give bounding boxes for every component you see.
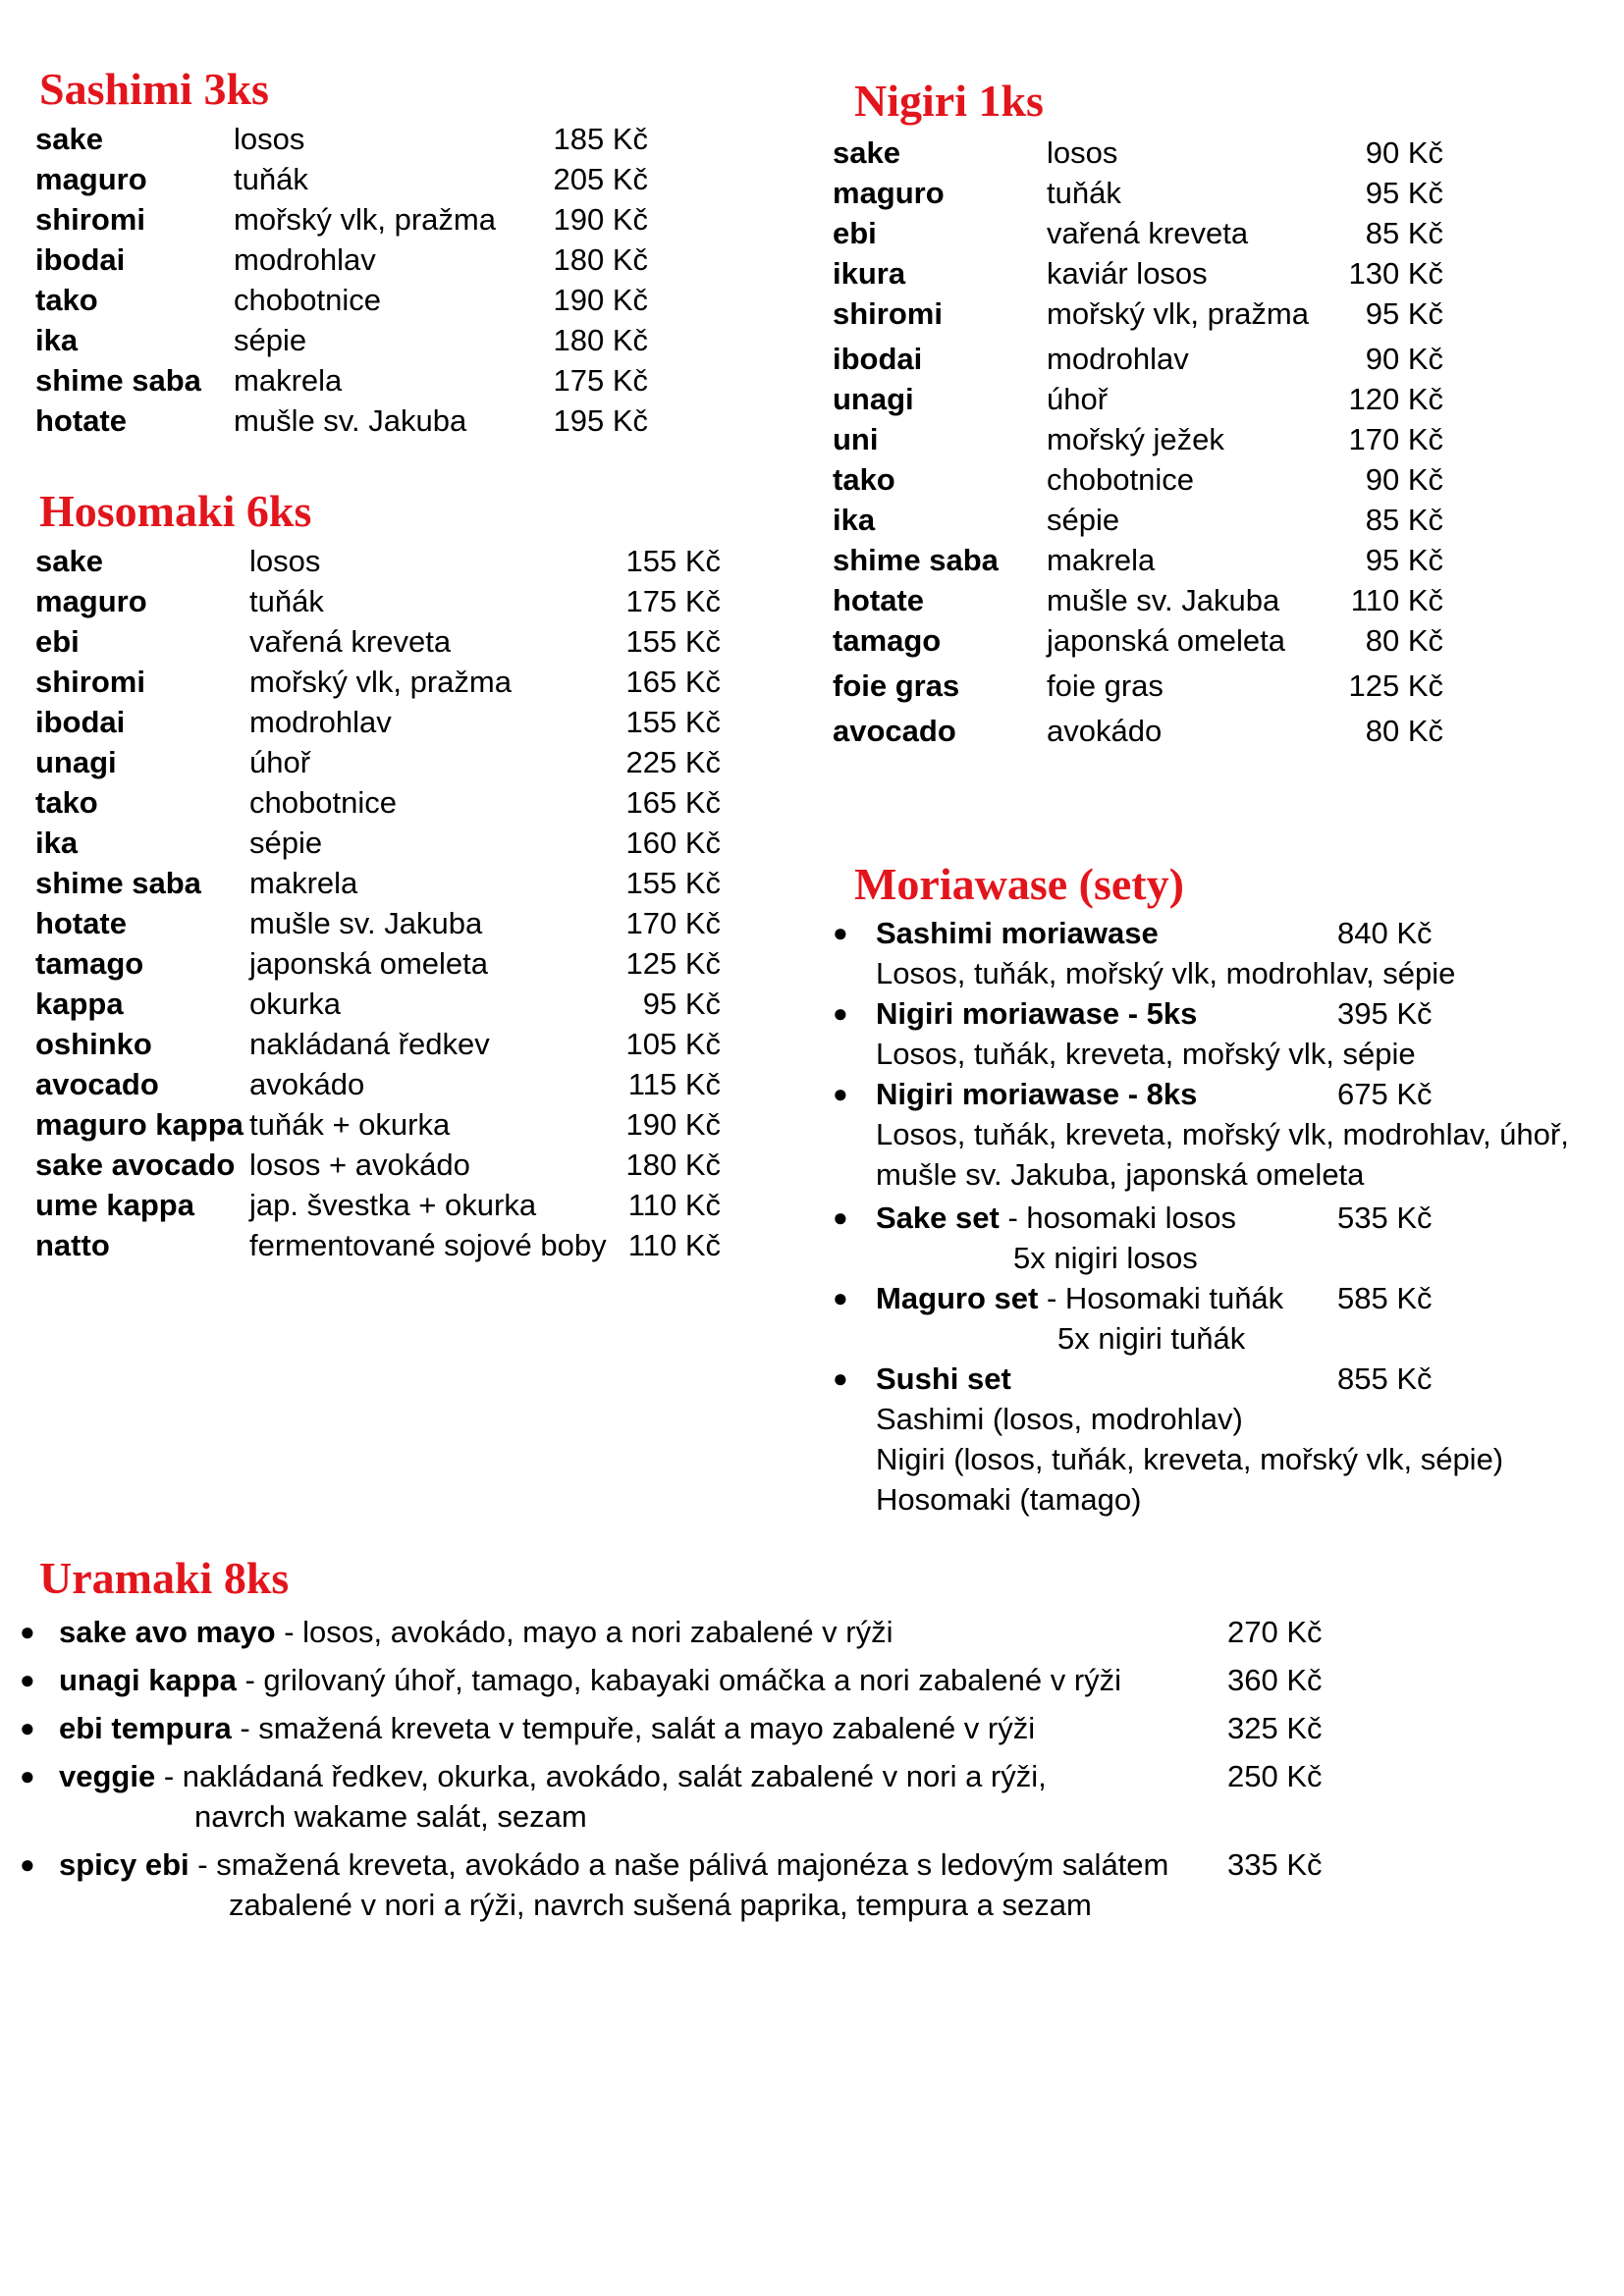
menu-row xyxy=(833,712,1443,751)
set-description: Sashimi (losos, modrohlav) xyxy=(876,1402,1243,1436)
item-price: 125 Kč xyxy=(1348,668,1443,703)
set-description: Hosomaki (tamago) xyxy=(876,1482,1142,1517)
bullet-icon: ● xyxy=(20,1617,35,1646)
uramaki-description-continued: zabalené v nori a rýži, navrch sušená paprika, tempura a sezam xyxy=(229,1888,1092,1922)
item-japanese-name: unagi xyxy=(35,745,117,779)
item-czech-name: losos + avokádo xyxy=(249,1148,470,1182)
item-price: 125 Kč xyxy=(625,946,721,981)
bullet-icon: ● xyxy=(20,1713,35,1742)
item-price: 95 Kč xyxy=(1365,543,1443,577)
item-japanese-name: ume kappa xyxy=(35,1188,194,1222)
item-czech-name: chobotnice xyxy=(234,283,381,317)
item-price: 175 Kč xyxy=(625,584,721,618)
item-japanese-name: ibodai xyxy=(833,342,923,376)
menu-row xyxy=(35,401,648,441)
item-japanese-name: ikura xyxy=(833,256,906,291)
set-item xyxy=(833,1198,1608,1278)
item-price: 90 Kč xyxy=(1365,342,1443,376)
item-czech-name: sépie xyxy=(1047,503,1120,537)
set-price: 585 Kč xyxy=(1337,1281,1433,1315)
menu-row xyxy=(833,460,1443,500)
item-czech-name: okurka xyxy=(249,987,342,1021)
set-description: 5x nigiri tuňák xyxy=(1057,1321,1246,1356)
item-czech-name: chobotnice xyxy=(1047,462,1194,497)
set-description: Nigiri (losos, tuňák, kreveta, mořský vlk, sépie) xyxy=(876,1442,1504,1476)
item-japanese-name: avocado xyxy=(833,714,956,748)
item-price: 190 Kč xyxy=(625,1107,721,1142)
set-price: 395 Kč xyxy=(1337,996,1433,1031)
item-czech-name: avokádo xyxy=(249,1067,365,1101)
item-price: 155 Kč xyxy=(625,866,721,900)
set-price: 855 Kč xyxy=(1337,1362,1433,1396)
item-price: 110 Kč xyxy=(1350,583,1443,617)
menu-row xyxy=(833,541,1443,580)
item-japanese-name: hotate xyxy=(35,403,127,438)
item-czech-name: sépie xyxy=(249,826,323,860)
menu-row xyxy=(833,380,1443,419)
menu-row xyxy=(833,501,1443,540)
menu-row xyxy=(833,254,1443,294)
nigiri-heading: Nigiri 1ks xyxy=(854,76,1044,126)
uramaki-item xyxy=(20,1612,1323,1652)
item-japanese-name: ibodai xyxy=(35,705,126,739)
set-contents: - hosomaki losos xyxy=(999,1201,1237,1235)
item-price: 155 Kč xyxy=(625,624,721,659)
item-japanese-name: maguro xyxy=(833,176,945,210)
set-price: 675 Kč xyxy=(1337,1077,1433,1111)
item-price: 95 Kč xyxy=(1365,176,1443,210)
item-japanese-name: sake avocado xyxy=(35,1148,236,1182)
item-japanese-name: unagi xyxy=(833,382,914,416)
menu-row xyxy=(833,667,1443,706)
item-price: 165 Kč xyxy=(625,785,721,820)
sashimi-heading: Sashimi 3ks xyxy=(39,64,269,114)
item-price: 80 Kč xyxy=(1365,714,1443,748)
menu-row xyxy=(35,200,648,240)
menu-row xyxy=(35,160,648,199)
uramaki-description-continued: navrch wakame salát, sezam xyxy=(194,1799,587,1834)
uramaki-name: ebi tempura xyxy=(59,1711,232,1745)
item-japanese-name: maguro kappa xyxy=(35,1107,244,1142)
item-czech-name: makrela xyxy=(249,866,358,900)
set-name: Maguro set xyxy=(876,1281,1039,1315)
menu-row xyxy=(35,663,721,702)
menu-row xyxy=(833,294,1443,334)
item-japanese-name: ebi xyxy=(35,624,80,659)
item-price: 90 Kč xyxy=(1365,135,1443,170)
menu-row xyxy=(35,985,721,1024)
menu-row xyxy=(35,783,721,823)
item-japanese-name: maguro xyxy=(35,162,147,196)
item-price: 85 Kč xyxy=(1365,216,1443,250)
item-czech-name: mořský vlk, pražma xyxy=(1047,296,1309,331)
bullet-icon: ● xyxy=(20,1849,35,1879)
menu-row xyxy=(35,582,721,621)
set-name: Sashimi moriawase xyxy=(876,916,1159,950)
uramaki-price: 360 Kč xyxy=(1227,1663,1323,1697)
item-price: 180 Kč xyxy=(553,323,648,357)
uramaki-description: - losos, avokádo, mayo a nori zabalené v rýži xyxy=(275,1615,893,1649)
item-japanese-name: shiromi xyxy=(35,202,145,237)
item-price: 160 Kč xyxy=(625,826,721,860)
item-czech-name: chobotnice xyxy=(249,785,397,820)
item-japanese-name: uni xyxy=(833,422,879,456)
item-japanese-name: sake xyxy=(35,122,103,156)
item-czech-name: úhoř xyxy=(1047,382,1109,416)
uramaki-price: 335 Kč xyxy=(1227,1847,1323,1882)
menu-row xyxy=(35,904,721,943)
bullet-icon: ● xyxy=(20,1665,35,1694)
moriawase-heading: Moriawase (sety) xyxy=(854,859,1184,909)
item-japanese-name: ibodai xyxy=(35,242,126,277)
set-description: 5x nigiri losos xyxy=(1013,1241,1198,1275)
item-czech-name: tuňák xyxy=(1047,176,1121,210)
uramaki-list xyxy=(20,1612,1323,1933)
set-price: 840 Kč xyxy=(1337,916,1433,950)
item-japanese-name: hotate xyxy=(833,583,924,617)
item-japanese-name: foie gras xyxy=(833,668,960,703)
item-czech-name: vařená kreveta xyxy=(249,624,452,659)
uramaki-price: 270 Kč xyxy=(1227,1615,1323,1649)
set-name: Sushi set xyxy=(876,1362,1011,1396)
uramaki-price: 250 Kč xyxy=(1227,1759,1323,1793)
item-japanese-name: tamago xyxy=(35,946,144,981)
item-czech-name: tuňák xyxy=(249,584,324,618)
uramaki-heading: Uramaki 8ks xyxy=(39,1553,290,1603)
item-price: 115 Kč xyxy=(627,1067,721,1101)
hosomaki-heading: Hosomaki 6ks xyxy=(39,486,312,536)
item-czech-name: losos xyxy=(1047,135,1118,170)
item-czech-name: vařená kreveta xyxy=(1047,216,1249,250)
item-price: 90 Kč xyxy=(1365,462,1443,497)
item-japanese-name: oshinko xyxy=(35,1027,152,1061)
item-japanese-name: kappa xyxy=(35,987,124,1021)
set-contents: - Hosomaki tuňák xyxy=(1038,1281,1284,1315)
uramaki-description: - smažená kreveta, avokádo a naše pálivá majonéza s ledovým salátem xyxy=(189,1847,1169,1882)
item-japanese-name: avocado xyxy=(35,1067,159,1101)
item-price: 185 Kč xyxy=(553,122,648,156)
item-czech-name: mušle sv. Jakuba xyxy=(249,906,483,940)
set-description: Losos, tuňák, kreveta, mořský vlk, modrohlav, úhoř, xyxy=(876,1117,1569,1151)
uramaki-name: spicy ebi xyxy=(59,1847,189,1882)
menu-row xyxy=(35,542,721,581)
item-price: 95 Kč xyxy=(642,987,721,1021)
item-price: 170 Kč xyxy=(625,906,721,940)
item-japanese-name: sake xyxy=(833,135,900,170)
item-price: 105 Kč xyxy=(625,1027,721,1061)
set-item xyxy=(833,993,1608,1074)
bullet-icon: ● xyxy=(833,998,848,1028)
item-czech-name: modrohlav xyxy=(249,705,392,739)
set-item xyxy=(833,913,1608,993)
menu-row xyxy=(833,621,1443,661)
menu-row xyxy=(35,281,648,320)
item-czech-name: tuňák xyxy=(234,162,308,196)
uramaki-description: - smažená kreveta v tempuře, salát a mayo zabalené v rýži xyxy=(231,1711,1036,1745)
bullet-icon: ● xyxy=(833,1363,848,1393)
menu-row xyxy=(833,214,1443,253)
item-czech-name: nakládaná ředkev xyxy=(249,1027,490,1061)
item-japanese-name: ika xyxy=(35,826,79,860)
item-price: 225 Kč xyxy=(625,745,721,779)
menu-row xyxy=(35,1105,721,1145)
uramaki-item xyxy=(20,1660,1323,1700)
item-japanese-name: shiromi xyxy=(833,296,943,331)
item-price: 95 Kč xyxy=(1365,296,1443,331)
item-czech-name: japonská omeleta xyxy=(1047,623,1285,658)
item-price: 85 Kč xyxy=(1365,503,1443,537)
menu-row xyxy=(35,1025,721,1064)
uramaki-description: - nakládaná ředkev, okurka, avokádo, salát zabalené v nori a rýži, xyxy=(155,1759,1047,1793)
item-price: 205 Kč xyxy=(553,162,648,196)
bullet-icon: ● xyxy=(20,1761,35,1790)
set-item xyxy=(833,1278,1608,1359)
item-price: 180 Kč xyxy=(553,242,648,277)
set-name: Nigiri moriawase - 5ks xyxy=(876,996,1198,1031)
menu-row xyxy=(833,133,1443,173)
item-price: 170 Kč xyxy=(1348,422,1443,456)
item-czech-name: mušle sv. Jakuba xyxy=(1047,583,1280,617)
item-czech-name: japonská omeleta xyxy=(249,946,488,981)
menu-row xyxy=(35,944,721,984)
item-japanese-name: shiromi xyxy=(35,665,145,699)
item-czech-name: fermentované sojové boby xyxy=(249,1228,607,1262)
uramaki-name: veggie xyxy=(59,1759,156,1793)
item-czech-name: kaviár losos xyxy=(1047,256,1208,291)
bullet-icon: ● xyxy=(833,1283,848,1312)
item-czech-name: mušle sv. Jakuba xyxy=(234,403,467,438)
menu-row xyxy=(833,174,1443,213)
bullet-icon: ● xyxy=(833,918,848,947)
item-czech-name: modrohlav xyxy=(1047,342,1189,376)
item-japanese-name: shime saba xyxy=(35,866,201,900)
menu-row xyxy=(833,581,1443,620)
item-japanese-name: natto xyxy=(35,1228,110,1262)
item-price: 190 Kč xyxy=(553,283,648,317)
menu-row xyxy=(35,1186,721,1225)
menu-row xyxy=(35,824,721,863)
uramaki-item xyxy=(20,1844,1323,1925)
item-czech-name: mořský vlk, pražma xyxy=(234,202,496,237)
item-japanese-name: tako xyxy=(35,785,98,820)
item-price: 165 Kč xyxy=(625,665,721,699)
item-japanese-name: tako xyxy=(35,283,98,317)
item-price: 120 Kč xyxy=(1348,382,1443,416)
item-czech-name: modrohlav xyxy=(234,242,376,277)
item-japanese-name: tako xyxy=(833,462,895,497)
item-price: 110 Kč xyxy=(627,1228,721,1262)
item-japanese-name: shime saba xyxy=(35,363,201,398)
item-czech-name: avokádo xyxy=(1047,714,1163,748)
menu-row xyxy=(35,1146,721,1185)
set-description: Losos, tuňák, mořský vlk, modrohlav, sépie xyxy=(876,956,1456,990)
uramaki-item xyxy=(20,1708,1323,1748)
item-japanese-name: maguro xyxy=(35,584,147,618)
item-price: 80 Kč xyxy=(1365,623,1443,658)
item-czech-name: tuňák + okurka xyxy=(249,1107,451,1142)
menu-row xyxy=(35,120,648,159)
moriawase-list xyxy=(833,913,1608,1520)
item-czech-name: jap. švestka + okurka xyxy=(249,1188,537,1222)
item-czech-name: úhoř xyxy=(249,745,311,779)
set-item xyxy=(833,1074,1608,1195)
uramaki-name: unagi kappa xyxy=(59,1663,237,1697)
item-czech-name: mořský ježek xyxy=(1047,422,1224,456)
uramaki-item xyxy=(20,1756,1323,1837)
item-japanese-name: tamago xyxy=(833,623,942,658)
menu-row xyxy=(35,864,721,903)
item-japanese-name: hotate xyxy=(35,906,127,940)
item-czech-name: foie gras xyxy=(1047,668,1164,703)
item-japanese-name: ika xyxy=(35,323,79,357)
menu-row xyxy=(35,240,648,280)
item-price: 110 Kč xyxy=(627,1188,721,1222)
item-japanese-name: sake xyxy=(35,544,103,578)
set-name: Nigiri moriawase - 8ks xyxy=(876,1077,1198,1111)
item-czech-name: makrela xyxy=(234,363,343,398)
set-description: Losos, tuňák, kreveta, mořský vlk, sépie xyxy=(876,1037,1416,1071)
menu-row xyxy=(35,1226,721,1265)
menu-row xyxy=(35,743,721,782)
item-japanese-name: ebi xyxy=(833,216,877,250)
item-czech-name: losos xyxy=(249,544,321,578)
set-description: mušle sv. Jakuba, japonská omeleta xyxy=(876,1157,1365,1192)
set-price: 535 Kč xyxy=(1337,1201,1433,1235)
menu-row xyxy=(833,340,1443,379)
uramaki-description: - grilovaný úhoř, tamago, kabayaki omáčka a nori zabalené v rýži xyxy=(236,1663,1122,1697)
item-price: 155 Kč xyxy=(625,544,721,578)
menu-row xyxy=(35,361,648,400)
menu-row xyxy=(35,622,721,662)
menu-row xyxy=(833,420,1443,459)
uramaki-name: sake avo mayo xyxy=(59,1615,276,1649)
set-item xyxy=(833,1359,1608,1520)
item-czech-name: losos xyxy=(234,122,305,156)
menu-row xyxy=(35,1065,721,1104)
item-czech-name: makrela xyxy=(1047,543,1156,577)
menu-row xyxy=(35,703,721,742)
item-price: 180 Kč xyxy=(625,1148,721,1182)
uramaki-price: 325 Kč xyxy=(1227,1711,1323,1745)
item-price: 175 Kč xyxy=(553,363,648,398)
item-price: 190 Kč xyxy=(553,202,648,237)
item-japanese-name: ika xyxy=(833,503,876,537)
item-price: 155 Kč xyxy=(625,705,721,739)
bullet-icon: ● xyxy=(833,1202,848,1232)
menu-row xyxy=(35,321,648,360)
item-price: 195 Kč xyxy=(553,403,648,438)
item-price: 130 Kč xyxy=(1348,256,1443,291)
item-japanese-name: shime saba xyxy=(833,543,999,577)
bullet-icon: ● xyxy=(833,1079,848,1108)
item-czech-name: sépie xyxy=(234,323,307,357)
item-czech-name: mořský vlk, pražma xyxy=(249,665,512,699)
set-name: Sake set xyxy=(876,1201,1000,1235)
